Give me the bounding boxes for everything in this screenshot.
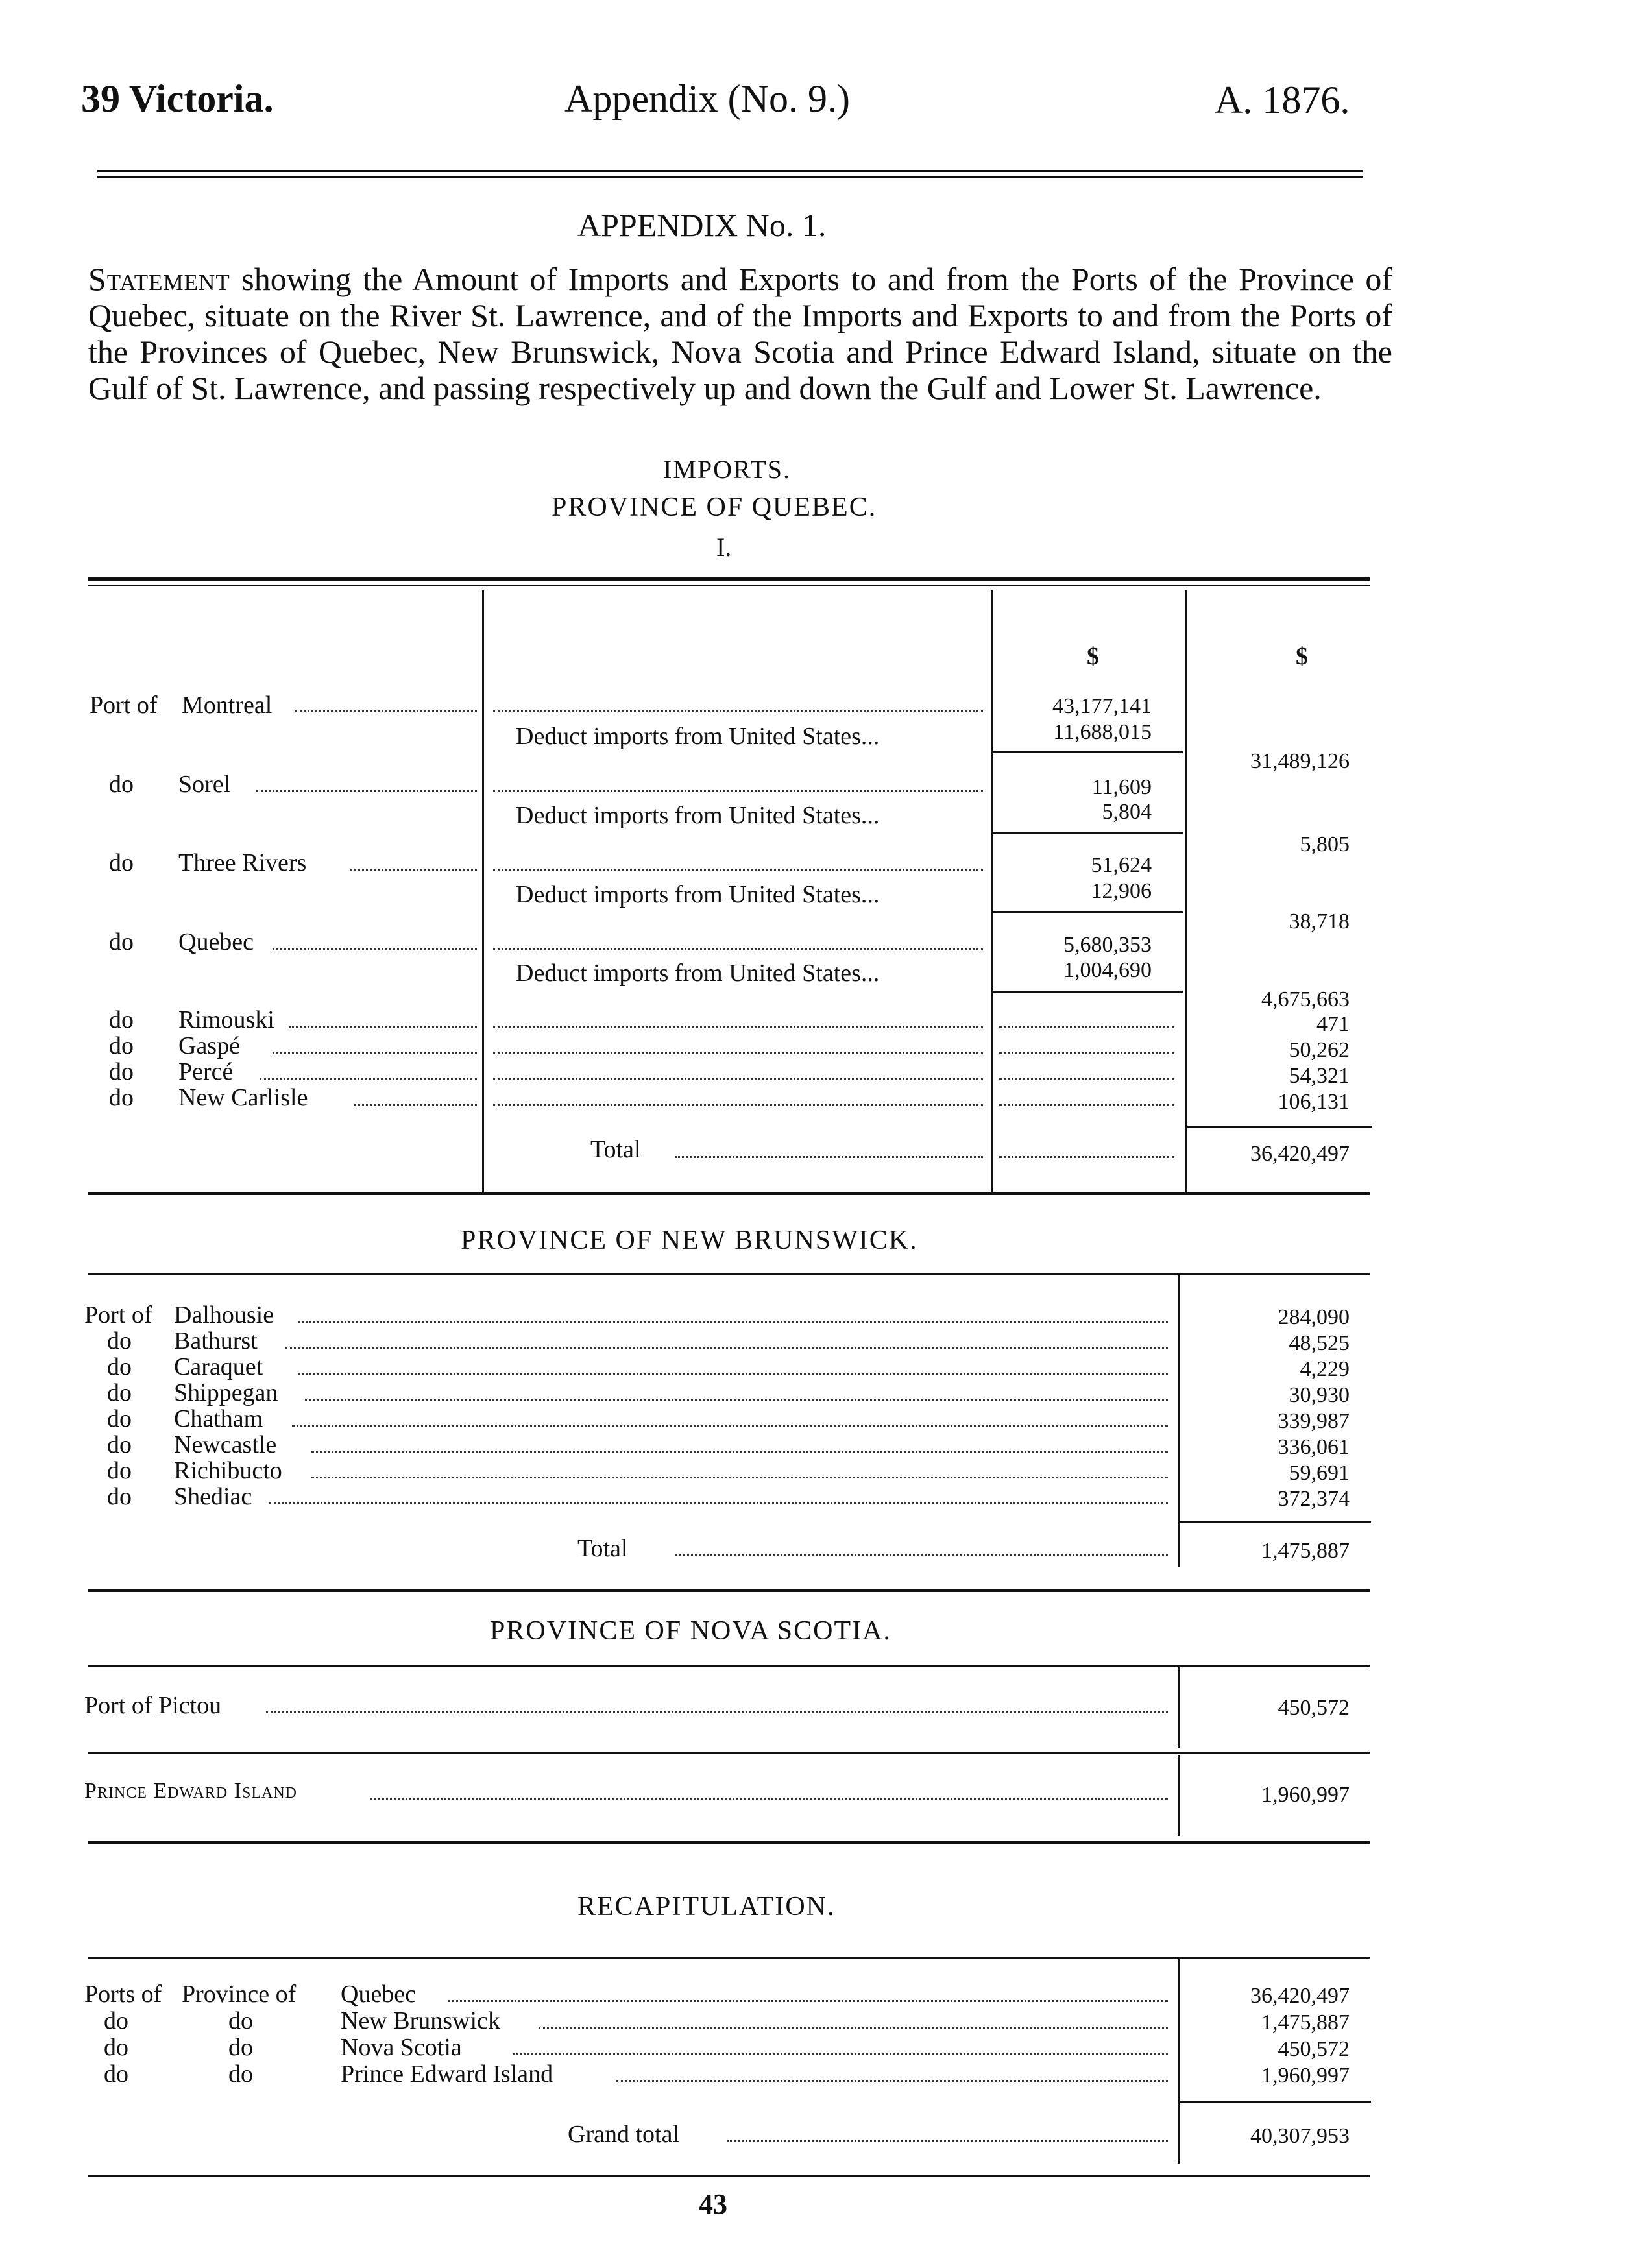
recap-top-rule: [88, 1957, 1370, 1959]
quebec-section-number: I.: [716, 533, 732, 562]
header-left: 39 Victoria.: [81, 77, 274, 120]
nb-total-label: Total: [577, 1535, 628, 1562]
nb-row-prefix: Port of: [84, 1301, 152, 1329]
recap-row-c1: do: [104, 2007, 128, 2034]
quebec-simple-net: 54,321: [1289, 1064, 1350, 1088]
quebec-top-rule-2: [88, 585, 1370, 586]
nb-row-prefix: do: [107, 1379, 132, 1406]
leader-dots: [999, 1078, 1174, 1080]
recap-title: RECAPITULATION.: [577, 1892, 836, 1922]
statement-text: showing the Amount of Imports and Exports to and from the Ports of the Province of Quebec, situate on the River St. Lawrence, and of the Imports and Exports to and from the Ports of the Provinces of Quebec, New Brunswick, Nova Scotia and Prince Edward Island, situate on the Gulf of St. Lawrence, and passing respectively up and down the Gulf and Lower St. Lawrence.: [88, 261, 1393, 406]
new-brunswick-title: PROVINCE OF NEW BRUNSWICK.: [461, 1225, 918, 1255]
pei-bottom-rule: [88, 1841, 1370, 1844]
recap-row-c1: do: [104, 2060, 128, 2088]
recap-row-c3: Prince Edward Island: [341, 2060, 553, 2088]
quebec-simple-name: Rimouski: [178, 1006, 274, 1033]
quebec-simple-net: 50,262: [1289, 1038, 1350, 1062]
recap-row-value: 450,572: [1278, 2037, 1350, 2061]
quebec-simple-name: Gaspé: [178, 1032, 240, 1059]
leader-dots: [999, 1026, 1174, 1028]
leader-dots: [285, 1347, 1168, 1349]
quebec-col-dollar-gross: $: [1087, 643, 1099, 670]
nb-row-prefix: do: [107, 1483, 132, 1510]
nb-row-value: 336,061: [1278, 1435, 1350, 1459]
recap-col-divider: [1178, 1959, 1180, 2164]
appendix-title: APPENDIX No. 1.: [577, 207, 827, 243]
quebec-simple-prefix: do: [109, 1032, 134, 1059]
leader-dots: [311, 1477, 1168, 1478]
quebec-row-prefix: do: [109, 849, 134, 876]
ns-row-label: Port of Pictou: [84, 1692, 222, 1719]
nb-row-name: Caraquet: [174, 1353, 263, 1381]
deduct-label: Deduct imports from United States...: [516, 723, 880, 750]
leader-dots: [513, 2053, 1168, 2055]
leader-dots: [727, 2140, 1168, 2142]
quebec-col-dollar-net: $: [1296, 643, 1308, 670]
leader-dots: [999, 1156, 1174, 1158]
quebec-gross: 11,609: [1091, 775, 1152, 799]
leader-dots: [298, 1373, 1168, 1375]
quebec-row-prefix: do: [109, 928, 134, 956]
quebec-simple-net: 471: [1316, 1012, 1350, 1036]
recap-row-value: 36,420,497: [1250, 1984, 1350, 2008]
leader-dots: [273, 1052, 477, 1054]
ns-bottom-rule: [88, 1752, 1370, 1754]
leader-dots: [675, 1554, 1168, 1556]
statement-paragraph: [88, 261, 1392, 406]
nb-row-name: Richibucto: [174, 1457, 282, 1484]
pei-value: 1,960,997: [1261, 1783, 1350, 1807]
quebec-row-name: Sorel: [178, 771, 231, 798]
recap-row-c1: do: [104, 2034, 128, 2061]
leader-dots: [493, 1104, 983, 1106]
leader-dots: [292, 1425, 1168, 1427]
deduct-label: Deduct imports from United States...: [516, 802, 880, 829]
quebec-top-rule-1: [88, 577, 1370, 581]
nb-bottom-rule: [88, 1589, 1370, 1592]
recap-row-c3: Quebec: [341, 1981, 417, 2008]
nb-col-divider: [1178, 1275, 1180, 1567]
recap-row-c3: Nova Scotia: [341, 2034, 462, 2061]
nb-row-name: Dalhousie: [174, 1301, 274, 1329]
quebec-bottom-rule: [88, 1192, 1370, 1195]
recap-row-value: 1,475,887: [1261, 2010, 1350, 2034]
recap-row-c2: Province of: [182, 1981, 297, 2008]
leader-dots: [260, 1078, 477, 1080]
recap-bottom-rule: [88, 2175, 1370, 2177]
nb-row-prefix: do: [107, 1457, 132, 1484]
leader-dots: [539, 2027, 1168, 2029]
quebec-row-prefix: Port of: [90, 692, 158, 719]
quebec-row-name: Three Rivers: [178, 849, 307, 876]
deduct-label: Deduct imports from United States...: [516, 959, 880, 987]
leader-dots: [256, 790, 477, 792]
leader-dots: [305, 1399, 1168, 1401]
nb-row-prefix: do: [107, 1431, 132, 1458]
subtotal-rule: [993, 832, 1183, 834]
header-rule-1: [97, 170, 1363, 172]
leader-dots: [999, 1104, 1174, 1106]
leader-dots: [266, 1711, 1168, 1713]
quebec-gross: 51,624: [1091, 853, 1152, 877]
recap-row-value: 1,960,997: [1261, 2064, 1350, 2088]
header-right: A. 1876.: [1215, 78, 1350, 121]
grand-total-label: Grand total: [568, 2121, 680, 2148]
quebec-col-divider-3: [1185, 590, 1187, 1194]
quebec-simple-name: New Carlisle: [178, 1084, 308, 1111]
nb-row-name: Shippegan: [174, 1379, 278, 1406]
leader-dots: [269, 1502, 1168, 1504]
nb-row-prefix: do: [107, 1327, 132, 1355]
nb-row-value: 59,691: [1289, 1461, 1350, 1485]
quebec-row-name: Montreal: [182, 692, 273, 719]
quebec-total-label: Total: [590, 1136, 641, 1163]
leader-dots: [370, 1798, 1168, 1800]
quebec-total: 36,420,497: [1250, 1142, 1350, 1166]
total-rule: [1180, 2101, 1371, 2103]
quebec-gross: 5,680,353: [1063, 933, 1152, 957]
leader-dots: [311, 1451, 1168, 1453]
statement-lead-word: Statement: [88, 261, 230, 297]
leader-dots: [298, 1321, 1168, 1323]
leader-dots: [493, 1026, 983, 1028]
nb-row-prefix: do: [107, 1405, 132, 1432]
quebec-simple-name: Percé: [178, 1058, 234, 1085]
quebec-simple-prefix: do: [109, 1058, 134, 1085]
nb-row-value: 284,090: [1278, 1305, 1350, 1329]
nb-row-name: Newcastle: [174, 1431, 277, 1458]
nb-row-value: 4,229: [1300, 1357, 1350, 1381]
quebec-row-prefix: do: [109, 771, 134, 798]
total-rule: [1180, 1521, 1371, 1523]
nb-row-name: Bathurst: [174, 1327, 258, 1355]
ns-col-divider: [1178, 1667, 1180, 1748]
leader-dots: [289, 1026, 477, 1028]
nb-top-rule: [88, 1273, 1370, 1275]
quebec-simple-prefix: do: [109, 1006, 134, 1033]
quebec-deduct: 11,688,015: [1053, 720, 1152, 744]
leader-dots: [493, 1078, 983, 1080]
nb-row-name: Shediac: [174, 1483, 252, 1510]
pei-label: Prince Edward Island: [84, 1779, 297, 1803]
leader-dots: [999, 1052, 1174, 1054]
nb-row-value: 372,374: [1278, 1487, 1350, 1511]
quebec-simple-prefix: do: [109, 1084, 134, 1111]
quebec-deduct: 12,906: [1091, 879, 1152, 903]
nb-total: 1,475,887: [1261, 1539, 1350, 1563]
quebec-col-divider-2: [991, 590, 993, 1194]
page-number: 43: [699, 2188, 727, 2220]
nb-row-value: 48,525: [1289, 1331, 1350, 1355]
leader-dots: [616, 2080, 1168, 2082]
recap-row-c3: New Brunswick: [341, 2007, 500, 2034]
header-rule-2: [97, 176, 1363, 178]
leader-dots: [273, 948, 477, 950]
quebec-net: 4,675,663: [1261, 987, 1350, 1011]
leader-dots: [493, 710, 983, 712]
leader-dots: [493, 790, 983, 792]
nova-scotia-title: PROVINCE OF NOVA SCOTIA.: [490, 1616, 891, 1646]
leader-dots: [493, 869, 983, 871]
nb-row-value: 30,930: [1289, 1383, 1350, 1407]
subtotal-rule: [993, 991, 1183, 993]
grand-total: 40,307,953: [1250, 2124, 1350, 2148]
recap-row-c1: Ports of: [84, 1981, 162, 2008]
nb-row-value: 339,987: [1278, 1409, 1350, 1433]
quebec-net: 38,718: [1289, 910, 1350, 934]
leader-dots: [448, 2000, 1168, 2002]
quebec-deduct: 1,004,690: [1063, 958, 1152, 982]
recap-row-c2: do: [228, 2060, 253, 2088]
leader-dots: [354, 1104, 477, 1106]
nb-row-name: Chatham: [174, 1405, 263, 1432]
leader-dots: [675, 1156, 983, 1158]
header-center: Appendix (No. 9.): [564, 77, 850, 120]
nb-row-prefix: do: [107, 1353, 132, 1381]
ns-top-rule: [88, 1665, 1370, 1667]
leader-dots: [493, 948, 983, 950]
leader-dots: [493, 1052, 983, 1054]
quebec-title: PROVINCE OF QUEBEC.: [552, 492, 877, 522]
deduct-label: Deduct imports from United States...: [516, 881, 880, 908]
pei-col-divider: [1178, 1755, 1180, 1836]
quebec-simple-net: 106,131: [1278, 1090, 1350, 1114]
imports-label: IMPORTS.: [663, 455, 791, 484]
quebec-net: 5,805: [1300, 832, 1350, 856]
quebec-net: 31,489,126: [1250, 749, 1350, 773]
quebec-row-name: Quebec: [178, 928, 254, 956]
total-rule: [1187, 1126, 1372, 1128]
subtotal-rule: [993, 751, 1183, 753]
quebec-col-divider-1: [482, 590, 484, 1194]
quebec-deduct: 5,804: [1102, 800, 1152, 824]
leader-dots: [295, 710, 477, 712]
recap-row-c2: do: [228, 2007, 253, 2034]
quebec-gross: 43,177,141: [1052, 694, 1152, 718]
ns-value: 450,572: [1278, 1696, 1350, 1720]
leader-dots: [350, 869, 477, 871]
recap-row-c2: do: [228, 2034, 253, 2061]
subtotal-rule: [993, 911, 1183, 913]
